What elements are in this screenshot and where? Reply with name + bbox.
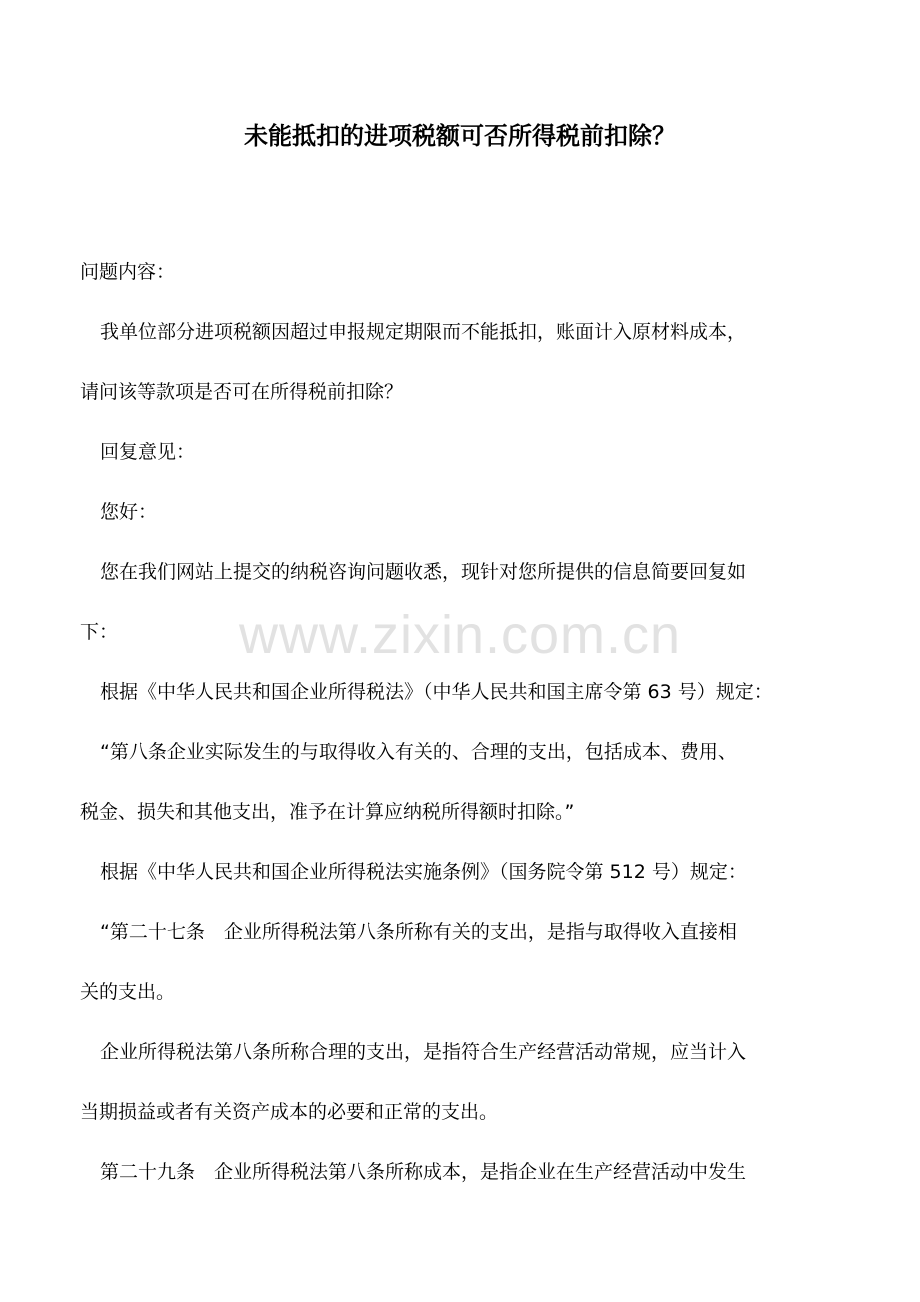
- section-label-reply: 回复意见：: [100, 441, 196, 463]
- paragraph-line: 当期损益或者有关资产成本的必要和正常的支出。: [80, 1101, 499, 1123]
- document-title: 未能抵扣的进项税额可否所得税前扣除？: [244, 122, 676, 150]
- paragraph-line: 根据《中华人民共和国企业所得税法实施条例》（国务院令第 512 号）规定：: [100, 861, 747, 883]
- paragraph-line: 下：: [80, 621, 119, 643]
- paragraph-line: 第二十九条 企业所得税法第八条所称成本，是指企业在生产经营活动中发生: [100, 1161, 747, 1183]
- paragraph-line: 根据《中华人民共和国企业所得税法》（中华人民共和国主席令第 63 号）规定：: [100, 681, 773, 703]
- quote-line: “第八条企业实际发生的与取得收入有关的、合理的支出，包括成本、费用、: [100, 741, 737, 763]
- quote-line: “第二十七条 企业所得税法第八条所称有关的支出，是指与取得收入直接相: [100, 921, 737, 943]
- paragraph-line: 请问该等款项是否可在所得税前扣除？: [80, 381, 404, 403]
- paragraph-line: 企业所得税法第八条所称合理的支出，是指符合生产经营活动常规，应当计入: [100, 1041, 747, 1063]
- paragraph-line: 我单位部分进项税额因超过申报规定期限而不能抵扣，账面计入原材料成本，: [100, 321, 747, 343]
- paragraph-line: 您在我们网站上提交的纳税咨询问题收悉，现针对您所提供的信息简要回复如: [100, 561, 747, 583]
- watermark: www.zixin.com.cn: [238, 605, 682, 665]
- section-label-question: 问题内容：: [80, 261, 176, 283]
- quote-line: 税金、损失和其他支出，准予在计算应纳税所得额时扣除。”: [80, 801, 575, 823]
- quote-line: 关的支出。: [80, 981, 176, 1003]
- greeting: 您好：: [100, 501, 158, 523]
